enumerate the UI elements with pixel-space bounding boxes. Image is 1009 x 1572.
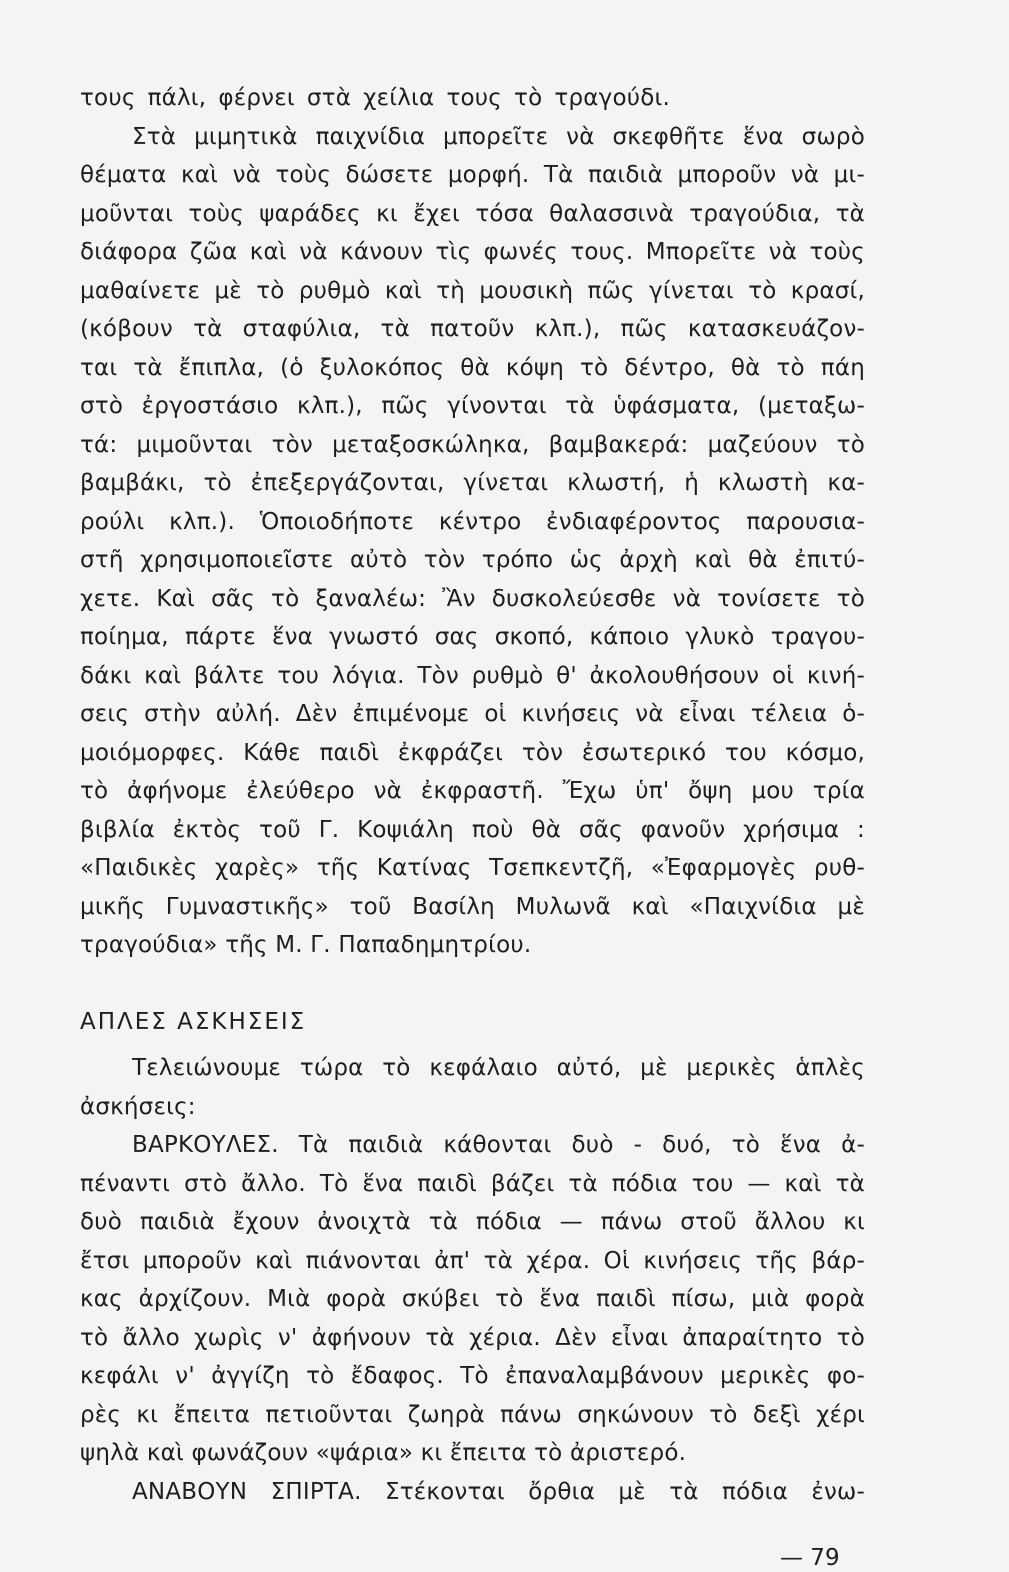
text-line: Τελειώνουμε τώρα τὸ κεφάλαιο αὐτό, μὲ μερικὲς ἁπλὲς — [132, 1055, 865, 1081]
text-line: διάφορα ζῶα καὶ νὰ κάνουν τὶς φωνές τους. Μπορεῖτε νὰ τοὺς — [80, 239, 865, 265]
text-line: (κόβουν τὰ σταφύλια, τὰ πατοῦν κλπ.), πῶς κατασκευάζον- — [80, 316, 865, 342]
text-line: μαθαίνετε μὲ τὸ ρυθμὸ καὶ τὴ μουσικὴ πῶς γίνεται τὸ κρασί, — [80, 278, 865, 304]
text-line: θέματα καὶ νὰ τοὺς δώσετε μορφή. Τὰ παιδιὰ μποροῦν νὰ μι- — [80, 162, 865, 188]
text-line: μοιόμορφες. Κάθε παιδὶ ἐκφράζει τὸν ἐσωτερικό του κόσμο, — [80, 740, 865, 766]
text-line: τους πάλι, φέρνει στὰ χείλια τους τὸ τραγούδι. — [80, 85, 670, 111]
text-line: ψηλὰ καὶ φωνάζουν «ψάρια» κι ἔπειτα τὸ ἀριστερό. — [80, 1440, 687, 1466]
text-line: τά: μιμοῦνται τὸν μεταξοσκώληκα, βαμβακερά: μαζεύουν τὸ — [80, 432, 865, 458]
text-line: μικῆς Γυμναστικῆς» τοῦ Βασίλη Μυλωνᾶ καὶ «Παιχνίδια μὲ — [80, 894, 865, 920]
text-line: πέναντι στὸ ἄλλο. Τὸ ἕνα παιδὶ βάζει τὰ πόδια του — καὶ τὰ — [80, 1171, 865, 1197]
text-line: ΑΝΑΒΟΥΝ ΣΠΙΡΤΑ. Στέκονται ὄρθια μὲ τὰ πόδια ἐνω- — [132, 1479, 865, 1505]
text-line: ται τὰ ἔπιπλα, (ὁ ξυλοκόπος θὰ κόψη τὸ δέντρο, θὰ τὸ πάη — [80, 355, 865, 381]
text-line: βαμβάκι, τὸ ἐπεξεργάζονται, γίνεται κλωστή, ἡ κλωστὴ κα- — [80, 470, 865, 496]
text-line: δάκι καὶ βάλτε του λόγια. Τὸν ρυθμὸ θ' ἀκολουθήσουν οἱ κινή- — [80, 663, 865, 689]
text-line: χετε. Καὶ σᾶς τὸ ξαναλέω: Ἂν δυσκολεύεσθε νὰ τονίσετε τὸ — [80, 586, 865, 612]
text-line: ΒΑΡΚΟΥΛΕΣ. Τὰ παιδιὰ κάθονται δυὸ - δυό, τὸ ἕνα ἀ- — [132, 1132, 865, 1158]
text-line: κεφάλι ν' ἀγγίζη τὸ ἔδαφος. Τὸ ἐπαναλαμβάνουν μερικὲς φο- — [80, 1363, 865, 1389]
text-line: ἀσκήσεις: — [80, 1094, 196, 1120]
text-line: στὸ ἐργοστάσιο κλπ.), πῶς γίνονται τὰ ὑφάσματα, (μεταξω- — [80, 393, 865, 419]
text-line: στῆ χρησιμοποιεῖστε αὐτὸ τὸν τρόπο ὡς ἀρχὴ καὶ θὰ ἐπιτύ- — [80, 547, 865, 573]
text-line: μοῦνται τοὺς ψαράδες κι ἔχει τόσα θαλασσινὰ τραγούδια, τὰ — [80, 201, 865, 227]
text-line: τραγούδια» τῆς Μ. Γ. Παπαδημητρίου. — [80, 932, 532, 958]
text-line: κας ἀρχίζουν. Μιὰ φορὰ σκύβει τὸ ἕνα παιδὶ πίσω, μιὰ φορὰ — [80, 1286, 865, 1312]
text-line: βιβλία ἐκτὸς τοῦ Γ. Κοψιάλη ποὺ θὰ σᾶς φανοῦν χρήσιμα : — [80, 817, 865, 843]
text-line: ἔτσι μποροῦν καὶ πιάνονται ἀπ' τὰ χέρα. Οἱ κινήσεις τῆς βάρ- — [80, 1248, 865, 1274]
page-number: — 79 — [780, 1545, 840, 1571]
text-line: τὸ ἄλλο χωρὶς ν' ἀφήνουν τὰ χέρια. Δὲν εἶναι ἀπαραίτητο τὸ — [80, 1325, 865, 1351]
text-line: ρούλι κλπ.). Ὁποιοδήποτε κέντρο ἐνδιαφέροντος παρουσια- — [80, 509, 865, 535]
text-line: σεις στὴν αὐλή. Δὲν ἐπιμένομε οἱ κινήσεις νὰ εἶναι τέλεια ὁ- — [80, 701, 865, 727]
text-line: ποίημα, πάρτε ἕνα γνωστό σας σκοπό, κάποιο γλυκὸ τραγου- — [80, 624, 865, 650]
text-line: τὸ ἀφήνομε ἐλεύθερο νὰ ἐκφραστῆ. Ἔχω ὑπ' ὄψη μου τρία — [80, 778, 865, 804]
text-line: δυὸ παιδιὰ ἔχουν ἀνοιχτὰ τὰ πόδια — πάνω στοῦ ἄλλου κι — [80, 1209, 865, 1235]
section-heading: ΑΠΛΕΣ ΑΣΚΗΣΕΙΣ — [80, 1009, 307, 1035]
text-line: «Παιδικὲς χαρὲς» τῆς Κατίνας Τσεπκεντζῆ, «Ἐφαρμογὲς ρυθ- — [80, 855, 865, 881]
text-line: Στὰ μιμητικὰ παιχνίδια μπορεῖτε νὰ σκεφθῆτε ἕνα σωρὸ — [132, 124, 865, 150]
text-line: ρὲς κι ἔπειτα πετιοῦνται ζωηρὰ πάνω σηκώνουν τὸ δεξὶ χέρι — [80, 1402, 865, 1428]
